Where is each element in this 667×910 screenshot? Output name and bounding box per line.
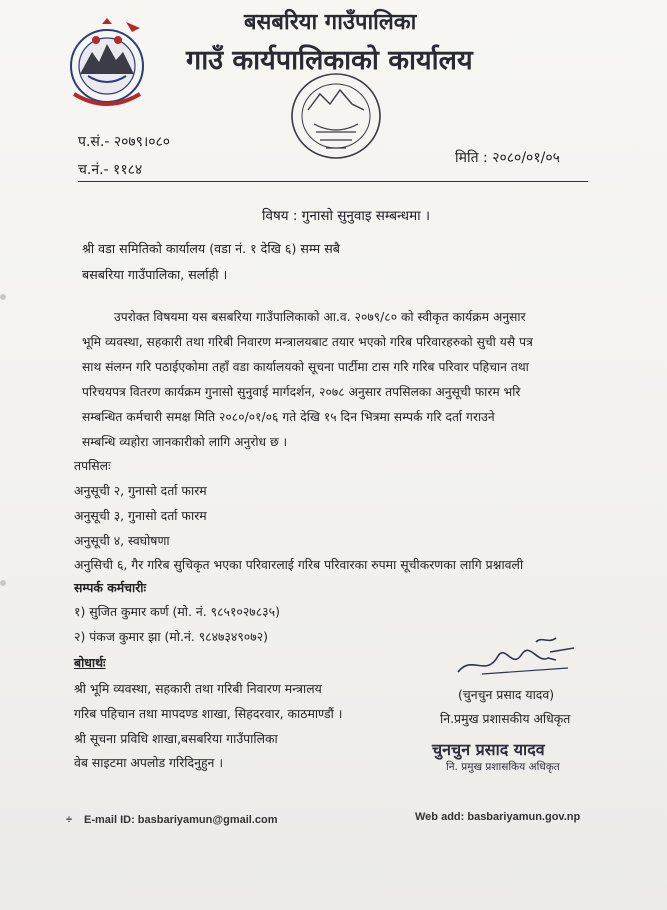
footer-email: E-mail ID: basbariyamun@gmail.com xyxy=(84,814,278,826)
punch-hole xyxy=(0,580,6,586)
contact-item: १) सुजित कुमार कर्ण (मो. नं. ९८५१०२७८३५) xyxy=(74,604,280,619)
office-name: गाउँ कार्यपालिकाको कार्यालय xyxy=(186,45,473,76)
letter-date: मिति : २०८०/०१/०५ xyxy=(455,150,560,166)
paragraph-line: परिचयपत्र वितरण कार्यक्रम गुनासो सुनुवाई मार्गदर्शन, २०७८ अनुसार तपसिलका अनुसूची फारम भरि xyxy=(82,385,521,399)
punch-hole xyxy=(0,294,6,300)
cc-heading: बोधार्थः xyxy=(74,655,106,670)
paragraph-line: सम्बन्धि व्यहोरा जानकारीको लागि अनुरोध छ । xyxy=(82,435,288,449)
contacts-heading: सम्पर्क कर्मचारीः xyxy=(74,580,146,595)
cc-line: श्री सूचना प्रविधि शाखा,बसबरिया गाउँपालिका xyxy=(74,731,278,746)
cc-line: गरिब पहिचान तथा मापदण्ड शाखा, सिहदरवार, काठमाण्डौं । xyxy=(74,706,343,721)
paragraph-line: उपरोक्त विषयमा यस बसबरिया गाउँपालिकाको आ.व. २०७९/८० को स्वीकृत कार्यक्रम अनुसार xyxy=(114,310,526,324)
tapasil-item: अनुसूची २, गुनासो दर्ता फारम xyxy=(74,483,207,498)
municipality-name: बसबरिया गाउँपालिका xyxy=(244,10,417,35)
letter-reference-number: प.सं.- २०७९।०८० xyxy=(78,134,171,150)
cc-line: वेब साइटमा अपलोड गरिदिनुहुन । xyxy=(74,755,224,770)
office-stamp xyxy=(286,70,386,162)
government-emblem-icon xyxy=(66,18,148,110)
addressee-line-2: बसबरिया गाउँपालिका, सर्लाही । xyxy=(82,267,228,282)
header-divider xyxy=(78,181,588,182)
tapasil-item: अनुसूची ४, स्वघोषणा xyxy=(74,533,170,548)
paragraph-line: सम्बन्धित कर्मचारी समक्ष मिति २०८०/०१/०६ गते देखि १५ दिन भित्रमा सम्पर्क गरि दर्ता गराउने xyxy=(82,410,495,424)
tapasil-item: अनुसिची ६, गैर गरिब सुचिकृत भएका परिवारलाई गरिब परिवारका रुपमा सूचीकरणका लागि प्रश्नावली xyxy=(74,557,524,572)
handwritten-signature xyxy=(452,634,582,684)
signatory-stamp-title: नि. प्रमुख प्रशासकिय अधिकृत xyxy=(446,761,560,773)
paragraph-line: भूमि व्यवस्था, सहकारी तथा गरिबी निवारण मन्त्रालयबाट तयार भएको गरिब परिवारहरुको सुची यसै पत्र xyxy=(82,335,533,349)
dispatch-number: च.नं.- ११८४ xyxy=(78,162,143,178)
paragraph-line: साथ संलग्न गरि पठाईएकोमा तहाँ वडा कार्यालयको सूचना पार्टीमा टास गरि गरिब परिवार पहिचान तथा xyxy=(82,360,529,374)
signatory-title: नि.प्रमुख प्रशासकीय अधिकृत xyxy=(440,711,571,726)
footer-website: Web add: basbariyamun.gov.np xyxy=(415,811,581,823)
contact-item: २) पंकज कुमार झा (मो.नं. ९८४७३४९०७२) xyxy=(74,629,268,644)
addressee-line-1: श्री वडा समितिको कार्यालय (वडा नं. १ देखि ६) सम्म सबै xyxy=(82,241,340,256)
signatory-stamp-name: चुनचुन प्रसाद यादव xyxy=(432,740,545,759)
tapasil-heading: तपसिलः xyxy=(74,458,111,473)
footer-bullet: ÷ xyxy=(66,814,73,826)
tapasil-item: अनुसूची ३, गुनासो दर्ता फारम xyxy=(74,508,207,523)
cc-line: श्री भूमि व्यवस्था, सहकारी तथा गरिबी निवारण मन्त्रालय xyxy=(74,681,322,696)
subject-line: विषय : गुनासो सुनुवाइ सम्बन्धमा । xyxy=(262,208,431,224)
signatory-name: (चुनचुन प्रसाद यादव) xyxy=(458,687,555,702)
